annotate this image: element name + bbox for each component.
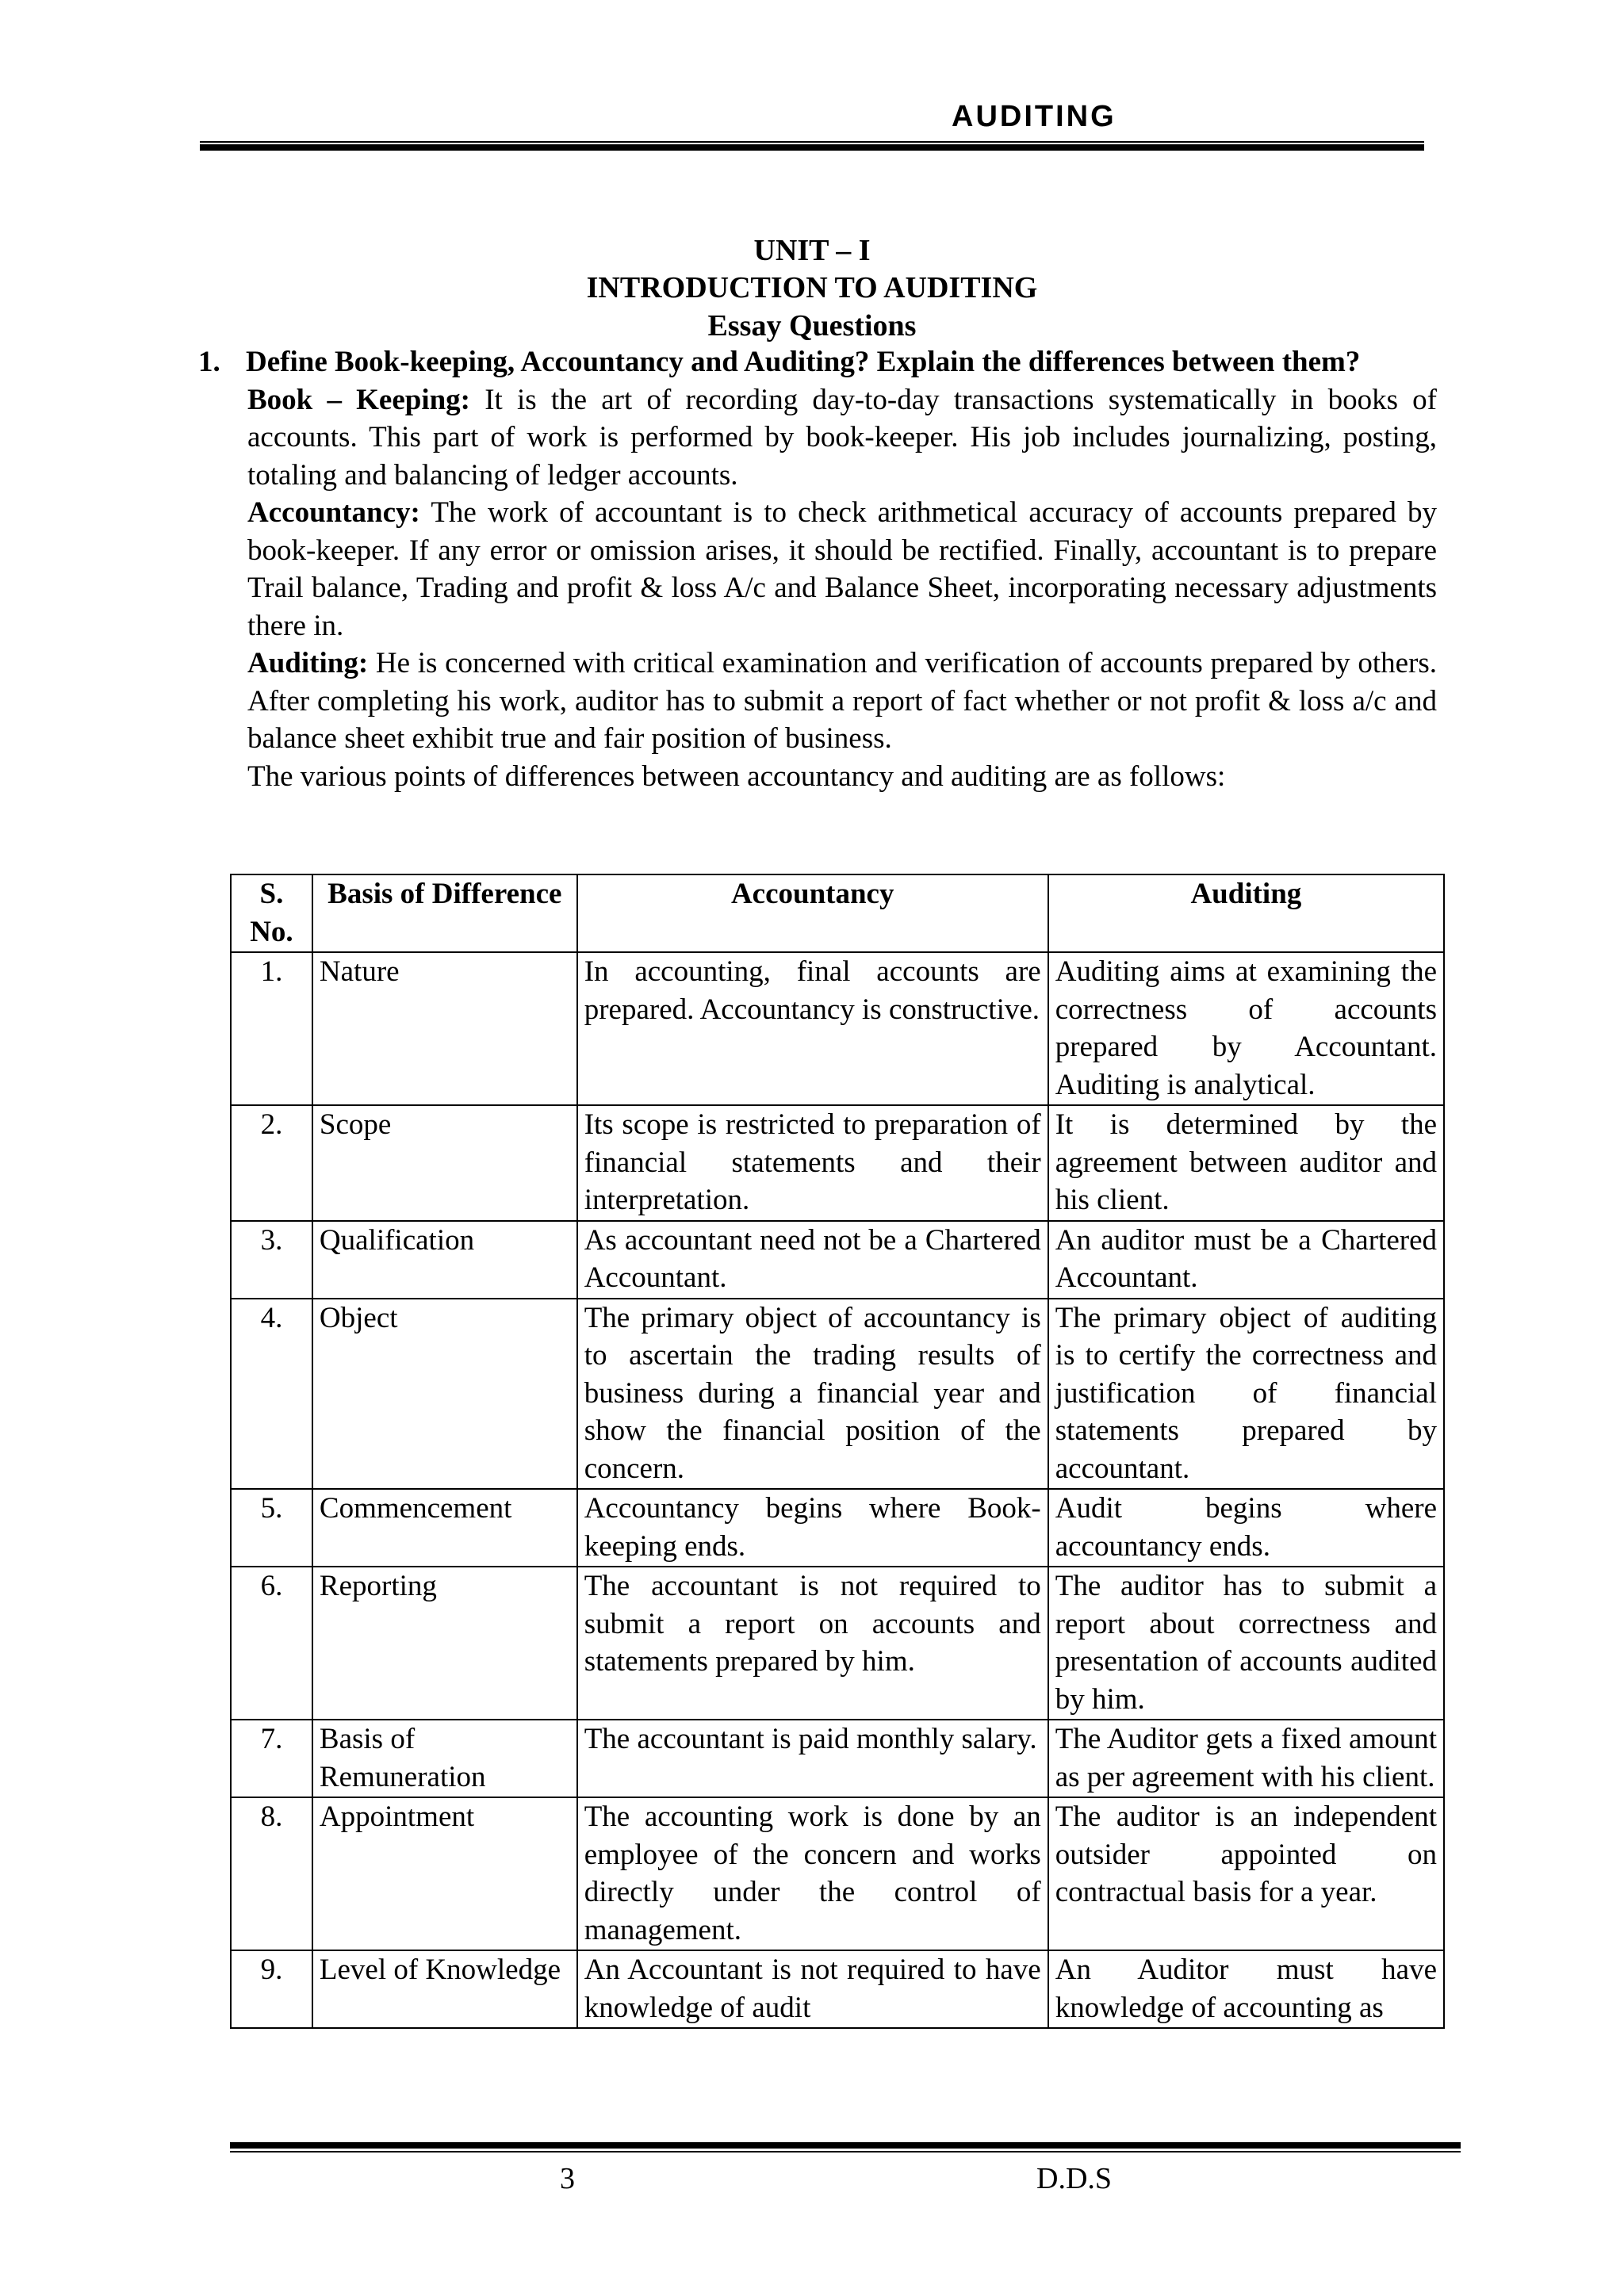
cell-auditing: It is determined by the agreement between auditor and his client.: [1048, 1105, 1444, 1221]
header-rule-thick: [200, 144, 1424, 151]
table-row: [231, 1567, 1444, 1720]
cell-accountancy: An Accountant is not required to have knowledge of audit: [577, 1950, 1048, 2028]
bookkeeping-term: Book – Keeping:: [247, 383, 471, 416]
cell-sno: 1.: [231, 952, 312, 1105]
cell-accountancy: The accountant is not required to submit a report on accounts and statements prepared by him.: [577, 1567, 1048, 1720]
footer-rule-thin: [230, 2151, 1461, 2152]
accountancy-paragraph: [198, 494, 1437, 645]
table-row: [231, 1299, 1444, 1490]
cell-accountancy: Its scope is restricted to preparation of financial statements and their interpretation.: [577, 1105, 1048, 1221]
cell-sno: 4.: [231, 1299, 312, 1490]
table-row: [231, 1489, 1444, 1567]
cell-sno: 8.: [231, 1797, 312, 1950]
table-row: [231, 1221, 1444, 1299]
cell-auditing: Audit begins where accountancy ends.: [1048, 1489, 1444, 1567]
header-auditing: Auditing: [1048, 874, 1444, 952]
cell-basis: Object: [312, 1299, 577, 1490]
question-1: [198, 343, 1437, 381]
table-row: [231, 1720, 1444, 1797]
cell-basis: Scope: [312, 1105, 577, 1221]
cell-basis: Nature: [312, 952, 577, 1105]
cell-accountancy: The accountant is paid monthly salary.: [577, 1720, 1048, 1797]
cell-sno: 2.: [231, 1105, 312, 1221]
unit-number: UNIT – I: [753, 234, 871, 267]
cell-auditing: An Auditor must have knowledge of accounting as: [1048, 1950, 1444, 2028]
running-header-title: AUDITING: [952, 100, 1116, 133]
table-header-row: [231, 874, 1444, 952]
table-row: [231, 1797, 1444, 1950]
header-basis: Basis of Difference: [312, 874, 577, 952]
auditing-definition: He is concerned with critical examination and verification of accounts prepared by others. After completing his work, auditor has to submit a report of fact whether or not profit & loss a/c and balance sheet exhibit true and fair position of business.: [247, 647, 1437, 755]
cell-auditing: The auditor is an independent outsider appointed on contractual basis for a year.: [1048, 1797, 1444, 1950]
header-accountancy: Accountancy: [577, 874, 1048, 952]
cell-sno: 5.: [231, 1489, 312, 1567]
auditing-paragraph: [198, 645, 1437, 758]
cell-accountancy: As accountant need not be a Chartered Accountant.: [577, 1221, 1048, 1299]
table-row: [231, 1105, 1444, 1221]
auditing-term: Auditing:: [247, 647, 369, 679]
cell-accountancy: Accountancy begins where Book-keeping ends.: [577, 1489, 1048, 1567]
accountancy-term: Accountancy:: [247, 496, 420, 529]
table-row: [231, 952, 1444, 1105]
cell-auditing: An auditor must be a Chartered Accountant.: [1048, 1221, 1444, 1299]
bookkeeping-paragraph: [198, 381, 1437, 495]
cell-auditing: The auditor has to submit a report about correctness and presentation of accounts audited by him.: [1048, 1567, 1444, 1720]
differences-intro: The various points of differences between accountancy and auditing are as follows:: [247, 760, 1226, 793]
differences-table: [230, 874, 1445, 2029]
unit-title: INTRODUCTION TO AUDITING: [586, 271, 1038, 304]
cell-sno: 9.: [231, 1950, 312, 2028]
cell-sno: 6.: [231, 1567, 312, 1720]
cell-basis: Level of Knowledge: [312, 1950, 577, 2028]
cell-auditing: The Auditor gets a fixed amount as per agreement with his client.: [1048, 1720, 1444, 1797]
section-title: Essay Questions: [707, 309, 917, 342]
table-row: [231, 1950, 1444, 2028]
cell-basis: Reporting: [312, 1567, 577, 1720]
cell-sno: 3.: [231, 1221, 312, 1299]
footer-rule-thick: [230, 2142, 1461, 2149]
cell-auditing: Auditing aims at examining the correctness of accounts prepared by Accountant. Auditing is analytical.: [1048, 952, 1444, 1105]
page-number: 3: [560, 2162, 575, 2195]
cell-basis: Basis of Remuneration: [312, 1720, 577, 1797]
bookkeeping-definition: It is the art of recording day-to-day transactions systematically in books of accounts. This part of work is performed by book-keeper. His job includes journalizing, posting, totaling and balancing of ledger accounts.: [247, 383, 1437, 492]
cell-basis: Qualification: [312, 1221, 577, 1299]
cell-basis: Appointment: [312, 1797, 577, 1950]
body-content: [198, 343, 1437, 795]
cell-basis: Commencement: [312, 1489, 577, 1567]
cell-sno: 7.: [231, 1720, 312, 1797]
accountancy-definition: The work of accountant is to check arithmetical accuracy of accounts prepared by book-keeper. If any error or omission arises, it should be rectified. Finally, accountant is to prepare Trail balance, Trading and profit & loss A/c and Balance Sheet, incorporating necessary adjustments there in.: [247, 496, 1437, 642]
header-sno: S. No.: [231, 874, 312, 952]
header-rule-thin: [200, 141, 1424, 143]
footer-author: D.D.S: [1036, 2162, 1113, 2195]
cell-accountancy: In accounting, final accounts are prepared. Accountancy is constructive.: [577, 952, 1048, 1105]
cell-accountancy: The primary object of accountancy is to ascertain the trading results of business during a financial year and show the financial position of the concern.: [577, 1299, 1048, 1490]
cell-auditing: The primary object of auditing is to certify the correctness and justification of financial statements prepared by accountant.: [1048, 1299, 1444, 1490]
cell-accountancy: The accounting work is done by an employee of the concern and works directly under the control of management.: [577, 1797, 1048, 1950]
question-number: 1.: [198, 346, 220, 378]
question-text: Define Book-keeping, Accountancy and Auditing? Explain the differences between them?: [246, 346, 1361, 378]
